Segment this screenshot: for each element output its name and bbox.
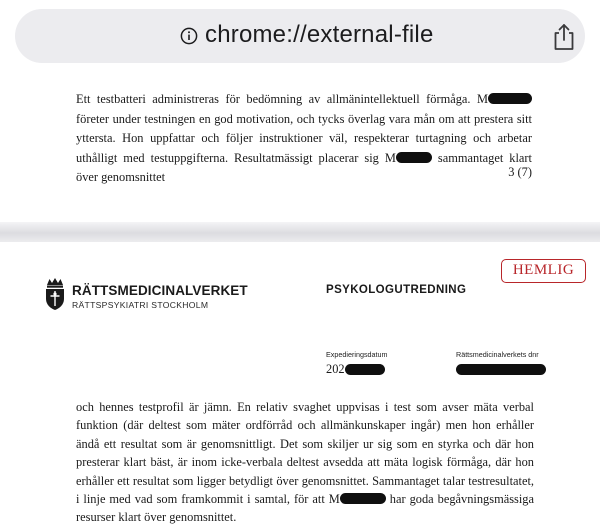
page1-text-part-1: Ett testbatteri administreras för bedömning av allmänintellektuell förmåga. M (76, 92, 488, 106)
page-number: 3 (7) (508, 165, 532, 179)
page1-paragraph (76, 90, 532, 188)
document-type-title: PSYKOLOGUTREDNING (326, 284, 467, 296)
case-number-label: Rättsmedicinalverkets dnr (456, 350, 539, 359)
share-icon[interactable] (551, 23, 577, 51)
dispatch-date-value (326, 362, 385, 377)
browser-toolbar (0, 0, 600, 80)
page1-body (76, 90, 532, 188)
dispatch-date-text: 202 (326, 362, 345, 376)
address-bar[interactable] (15, 9, 585, 63)
redaction-block (488, 93, 532, 104)
page2-body (76, 398, 534, 527)
redaction-block (396, 152, 432, 163)
page2-text-part-1: och hennes testprofil är jämn. En relativ svaghet uppvisas i test som avser mäta verbal funktion (där deltest som mäter ordförråd och allmänkunskaper ingår) men hon erhåller ändå ett resultat som är genomsnittligt. Det som skiljer ur sig som en styrka och där hon presterar klart bäst, är inom icke-verbala deltest avsedda att mäta logisk förmåga, där hon erhåller ett resultat som ligger betydligt över genomsnittet. Sammantaget talar testresultatet, i linje med vad som framkommit i samtal, för att M (76, 400, 534, 507)
redaction-block (456, 364, 546, 375)
crown-emblem-icon (44, 277, 66, 311)
page-separator (0, 222, 600, 242)
classification-stamp: HEMLIG (501, 259, 586, 283)
url-text[interactable]: chrome://external-file (205, 21, 434, 48)
redaction-block (345, 364, 385, 375)
org-name: RÄTTSMEDICINALVERKET (72, 283, 248, 298)
redaction-block (340, 493, 386, 504)
page2-text-part-2: har goda begåvningsmässiga resurser klart över genomsnittet. (76, 492, 534, 525)
dispatch-date-label: Expedieringsdatum (326, 350, 388, 359)
page1-text-part-3: sammantaget klart över genomsnittet (76, 150, 532, 185)
info-circle-icon[interactable] (180, 27, 198, 45)
page2-paragraph (76, 398, 534, 527)
case-number-value (456, 362, 546, 377)
org-subtitle: RÄTTSPSYKIATRI STOCKHOLM (72, 300, 209, 310)
page1-text-part-2: företer under testningen en god motivation, och tycks överlag vara mån om att prestera sitt yttersta. Hon uppfattar och följer instruktioner väl, respekterar turtagning och arbetar uthålligt med testuppgifterna. Resultatmässigt placerar sig M (76, 111, 532, 165)
